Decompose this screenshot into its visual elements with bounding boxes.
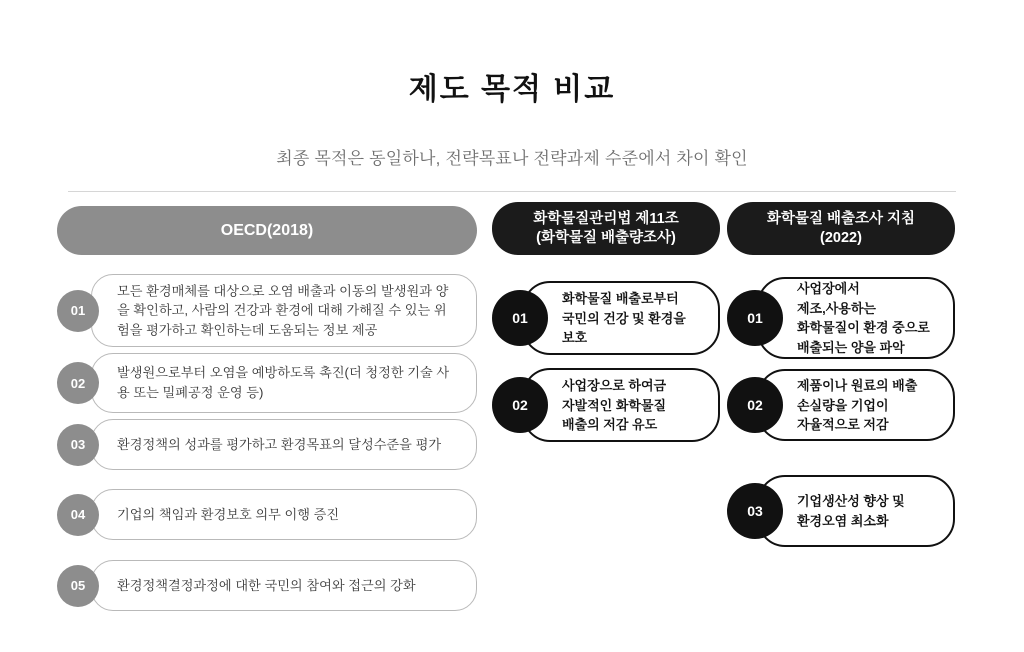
oecd-item-number: 04 [57, 494, 99, 536]
oecd-item-text: 모든 환경매체를 대상으로 오염 배출과 이동의 발생원과 양을 확인하고, 사람의 건강과 환경에 대해 가해질 수 있는 위험을 평가하고 확인하는데 도움되는 정보 제공 [117, 282, 449, 338]
guideline-item-text [797, 279, 945, 357]
column-header-guideline [727, 202, 955, 255]
list-item [727, 277, 955, 359]
guideline-item-number: 02 [727, 377, 783, 433]
text-line: 배출의 저감 유도 [562, 416, 658, 432]
list-item [492, 281, 720, 355]
text-line: 제품이나 원료의 배출 [797, 377, 918, 393]
list-item [57, 419, 477, 470]
oecd-item-number: 05 [57, 565, 99, 607]
oecd-item-number: 02 [57, 362, 99, 404]
column-header-chemical-act-line1: 화학물질관리법 제11조 [533, 211, 679, 228]
header-divider [68, 191, 956, 192]
text-line: 배출되는 양을 파악 [797, 339, 905, 355]
text-line: 사업장으로 하여금 [562, 377, 667, 393]
column-header-chemical-act-line2: (화학물질 배출량조사) [536, 229, 676, 246]
list-item [57, 353, 477, 413]
oecd-item-text: 환경정책의 성과를 평가하고 환경목표의 달성수준을 평가 [117, 436, 442, 452]
list-item [727, 475, 955, 547]
text-line: 자발적인 화학물질 [562, 397, 667, 413]
text-line: 화학물질이 환경 중으로 [797, 320, 930, 335]
chemical-act-item-text [562, 376, 710, 435]
list-item [492, 368, 720, 442]
text-line: 환경오염 최소화 [797, 513, 889, 528]
text-line: 제조,사용하는 [797, 300, 876, 316]
oecd-item-text: 기업의 책임과 환경보호 의무 이행 증진 [117, 506, 340, 522]
text-line: 보호 [562, 329, 588, 345]
guideline-item-text [797, 376, 945, 435]
text-line: 기업생산성 향상 및 [797, 493, 905, 509]
chemical-act-item-number: 02 [492, 377, 548, 433]
list-item [57, 560, 477, 611]
oecd-item-number: 03 [57, 424, 99, 466]
chemical-act-item-text [562, 289, 710, 348]
oecd-item-text: 환경정책결정과정에 대한 국민의 참여와 접근의 강화 [117, 577, 416, 593]
text-line: 사업장에서 [797, 281, 860, 296]
page-subtitle: 최종 목적은 동일하나, 전략목표나 전략과제 수준에서 차이 확인 [276, 149, 748, 168]
oecd-item-text: 발생원으로부터 오염을 예방하도록 촉진(더 청정한 기술 사용 또는 밀폐공정 운영 등) [117, 365, 450, 400]
guideline-item-text [797, 492, 945, 531]
text-line: 손실량을 기업이 [797, 397, 889, 413]
list-item [57, 489, 477, 540]
text-line: 자율적으로 저감 [797, 416, 889, 432]
column-header-oecd [57, 206, 477, 255]
oecd-item-number: 01 [57, 290, 99, 332]
text-line: 국민의 건강 및 환경을 [562, 310, 686, 326]
column-header-guideline-line2: (2022) [820, 229, 862, 246]
guideline-item-number: 03 [727, 483, 783, 539]
column-header-chemical-act [492, 202, 720, 255]
guideline-item-number: 01 [727, 290, 783, 346]
chemical-act-item-number: 01 [492, 290, 548, 346]
column-header-oecd-label: OECD(2018) [220, 221, 314, 239]
list-item [57, 274, 477, 347]
list-item [727, 369, 955, 441]
column-header-guideline-line1: 화학물질 배출조사 지침 [766, 211, 916, 228]
page-title: 제도 목적 비교 [408, 73, 616, 106]
text-line: 화학물질 배출로부터 [562, 290, 679, 306]
